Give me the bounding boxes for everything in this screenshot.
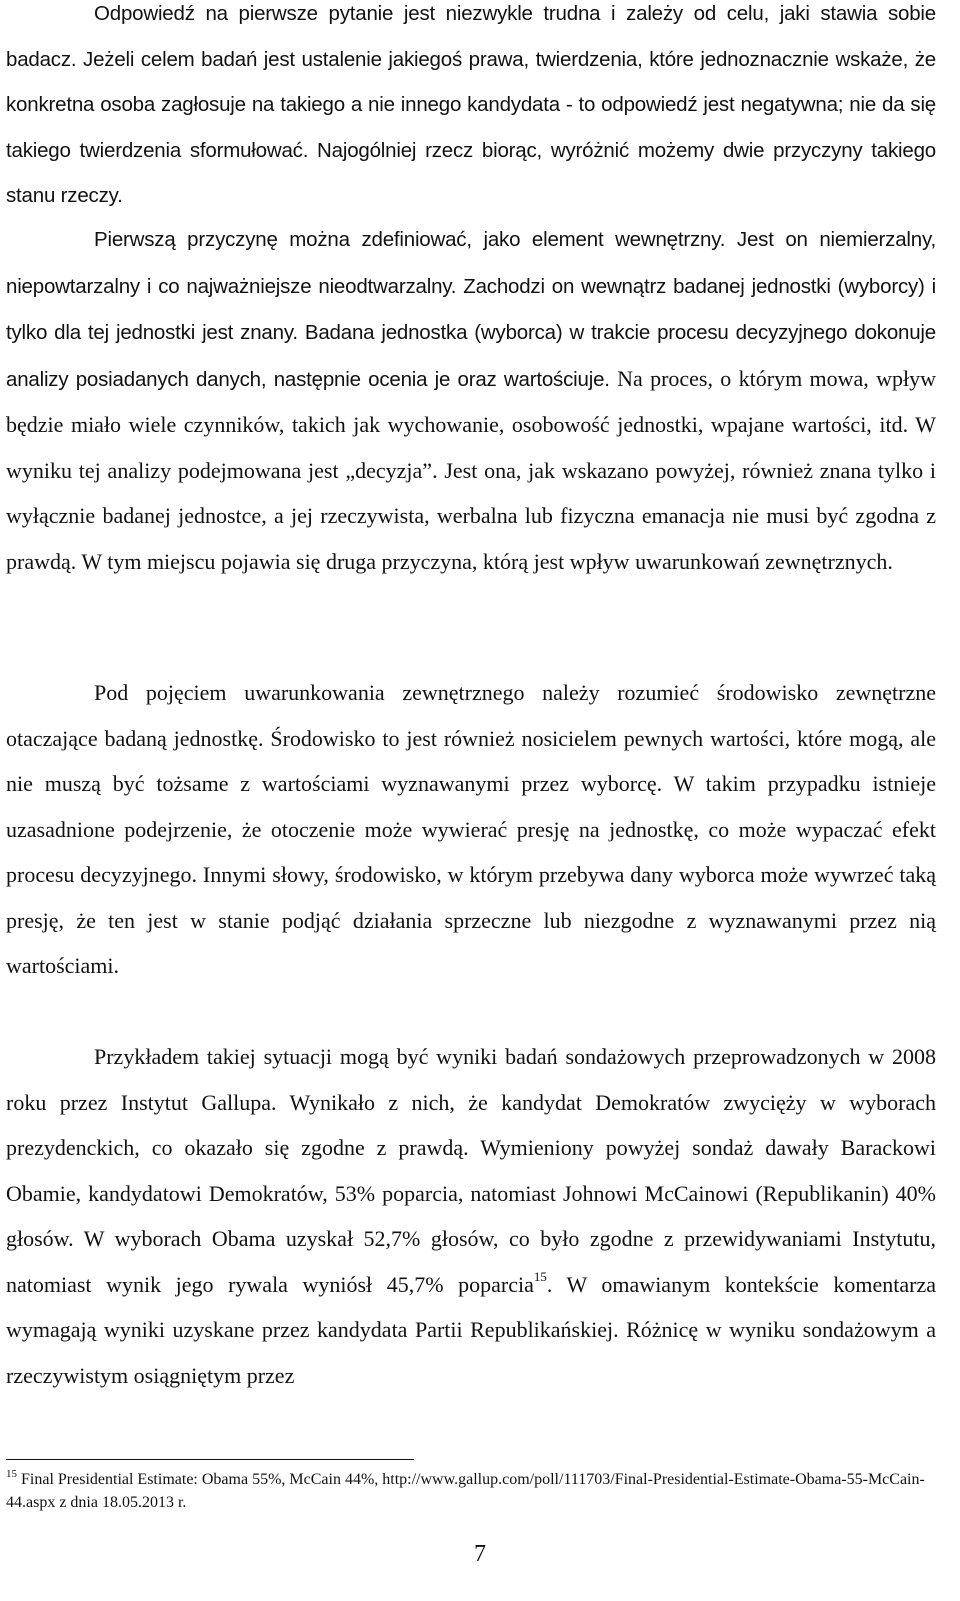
paragraph-1	[6, 0, 936, 219]
paragraph-1-text: Odpowiedź na pierwsze pytanie jest niezwykle trudna i zależy od celu, jaki stawia sobie badacz. Jeżeli celem badań jest ustalenie jakiegoś prawa, twierdzenia, które jednoznacznie wskaże, że konkretna osoba zagłosuje na takiego a nie innego kandydata - to odpowiedź jest negatywna; nie da się takiego twierdzenia sformułować. Najogólniej rzecz biorąc, wyróżnić możemy dwie przyczyny takiego stanu rzeczy.	[6, 2, 936, 207]
footnote-number: 15	[6, 1467, 17, 1480]
page-number: 7	[474, 1541, 486, 1567]
footnote-reference[interactable]: 15	[533, 1269, 547, 1285]
paragraph-3-text: Pod pojęciem uwarunkowania zewnętrznego należy rozumieć środowisko zewnętrzne otaczające badaną jednostkę. Środowisko to jest również nosicielem pewnych wartości, które mogą, ale nie muszą być tożsame z wartościami wyznawanymi przez wyborcę. W takim przypadku istnieje uzasadnione podejrzenie, że otoczenie może wywierać presję na jednostkę, co może wypaczać efekt procesu decyzyjnego. Innymi słowy, środowisko, w którym przebywa dany wyborca może wywrzeć taką presję, że ten jest w stanie podjąć działania sprzeczne lub niezgodne z wyznawanymi przez nią wartościami.	[6, 680, 936, 978]
footnote-text: Final Presidential Estimate: Obama 55%, McCain 44%, http://www.gallup.com/poll/111703/Final-Presidential-Estimate-Obama-55-McCain-44.aspx z dnia 18.05.2013 r.	[6, 1471, 925, 1511]
paragraph-4-text-a: Przykładem takiej sytuacji mogą być wyniki badań sondażowych przeprowadzonych w 2008 roku przez Instytut Gallupa. Wynikało z nich, że kandydat Demokratów zwycięży w wyborach prezydenckich, co okazało się zgodne z prawdą. Wymieniony powyżej sondaż dawały Barackowi Obamie, kandydatowi Demokratów, 53% poparcia, natomiast Johnowi McCainowi (Republikanin) 40% głosów. W wyborach Obama uzyskał 52,7% głosów, co było zgodne z przewidywaniami Instytutu, natomiast wynik jego rywala wyniósł 45,7% poparcia	[6, 1044, 936, 1297]
footnote-separator	[6, 1459, 414, 1460]
paragraph-2-text-b: Na proces, o którym mowa, wpływ będzie miało wiele czynników, takich jak wychowanie, osobowość jednostki, wpajane wartości, itd. W wyniku tej analizy podejmowana jest „decyzja”. Jest ona, jak wskazano powyżej, również znana tylko i wyłącznie badanej jednostce, a jej rzeczywista, werbalna lub fizyczna emanacja nie musi być zgodna z prawdą. W tym miejscu pojawia się druga przyczyna, którą jest wpływ uwarunkowań zewnętrznych.	[6, 365, 936, 574]
paragraph-2	[6, 216, 936, 584]
paragraph-2-text-a: Pierwszą przyczynę można zdefiniować, jako element wewnętrzny. Jest on niemierzalny, niepowtarzalny i co najważniejsze nieodtwarzalny. Zachodzi on wewnątrz badanej jednostki (wyborcy) i tylko dla tej jednostki jest znany. Badana jednostka (wyborca) w trakcie procesu decyzyjnego dokonuje analizy posiadanych danych, następnie ocenia je oraz wartościuje.	[6, 228, 936, 391]
footnote	[6, 1468, 936, 1514]
paragraph-4	[6, 1034, 936, 1398]
paragraph-4-text-b: . W omawianym kontekście komentarza wymagają wyniki uzyskane przez kandydata Partii Republikańskiej. Różnicę w wyniku sondażowym a rzeczywistym osiągniętym przez	[6, 1271, 936, 1388]
paragraph-3	[6, 670, 936, 989]
